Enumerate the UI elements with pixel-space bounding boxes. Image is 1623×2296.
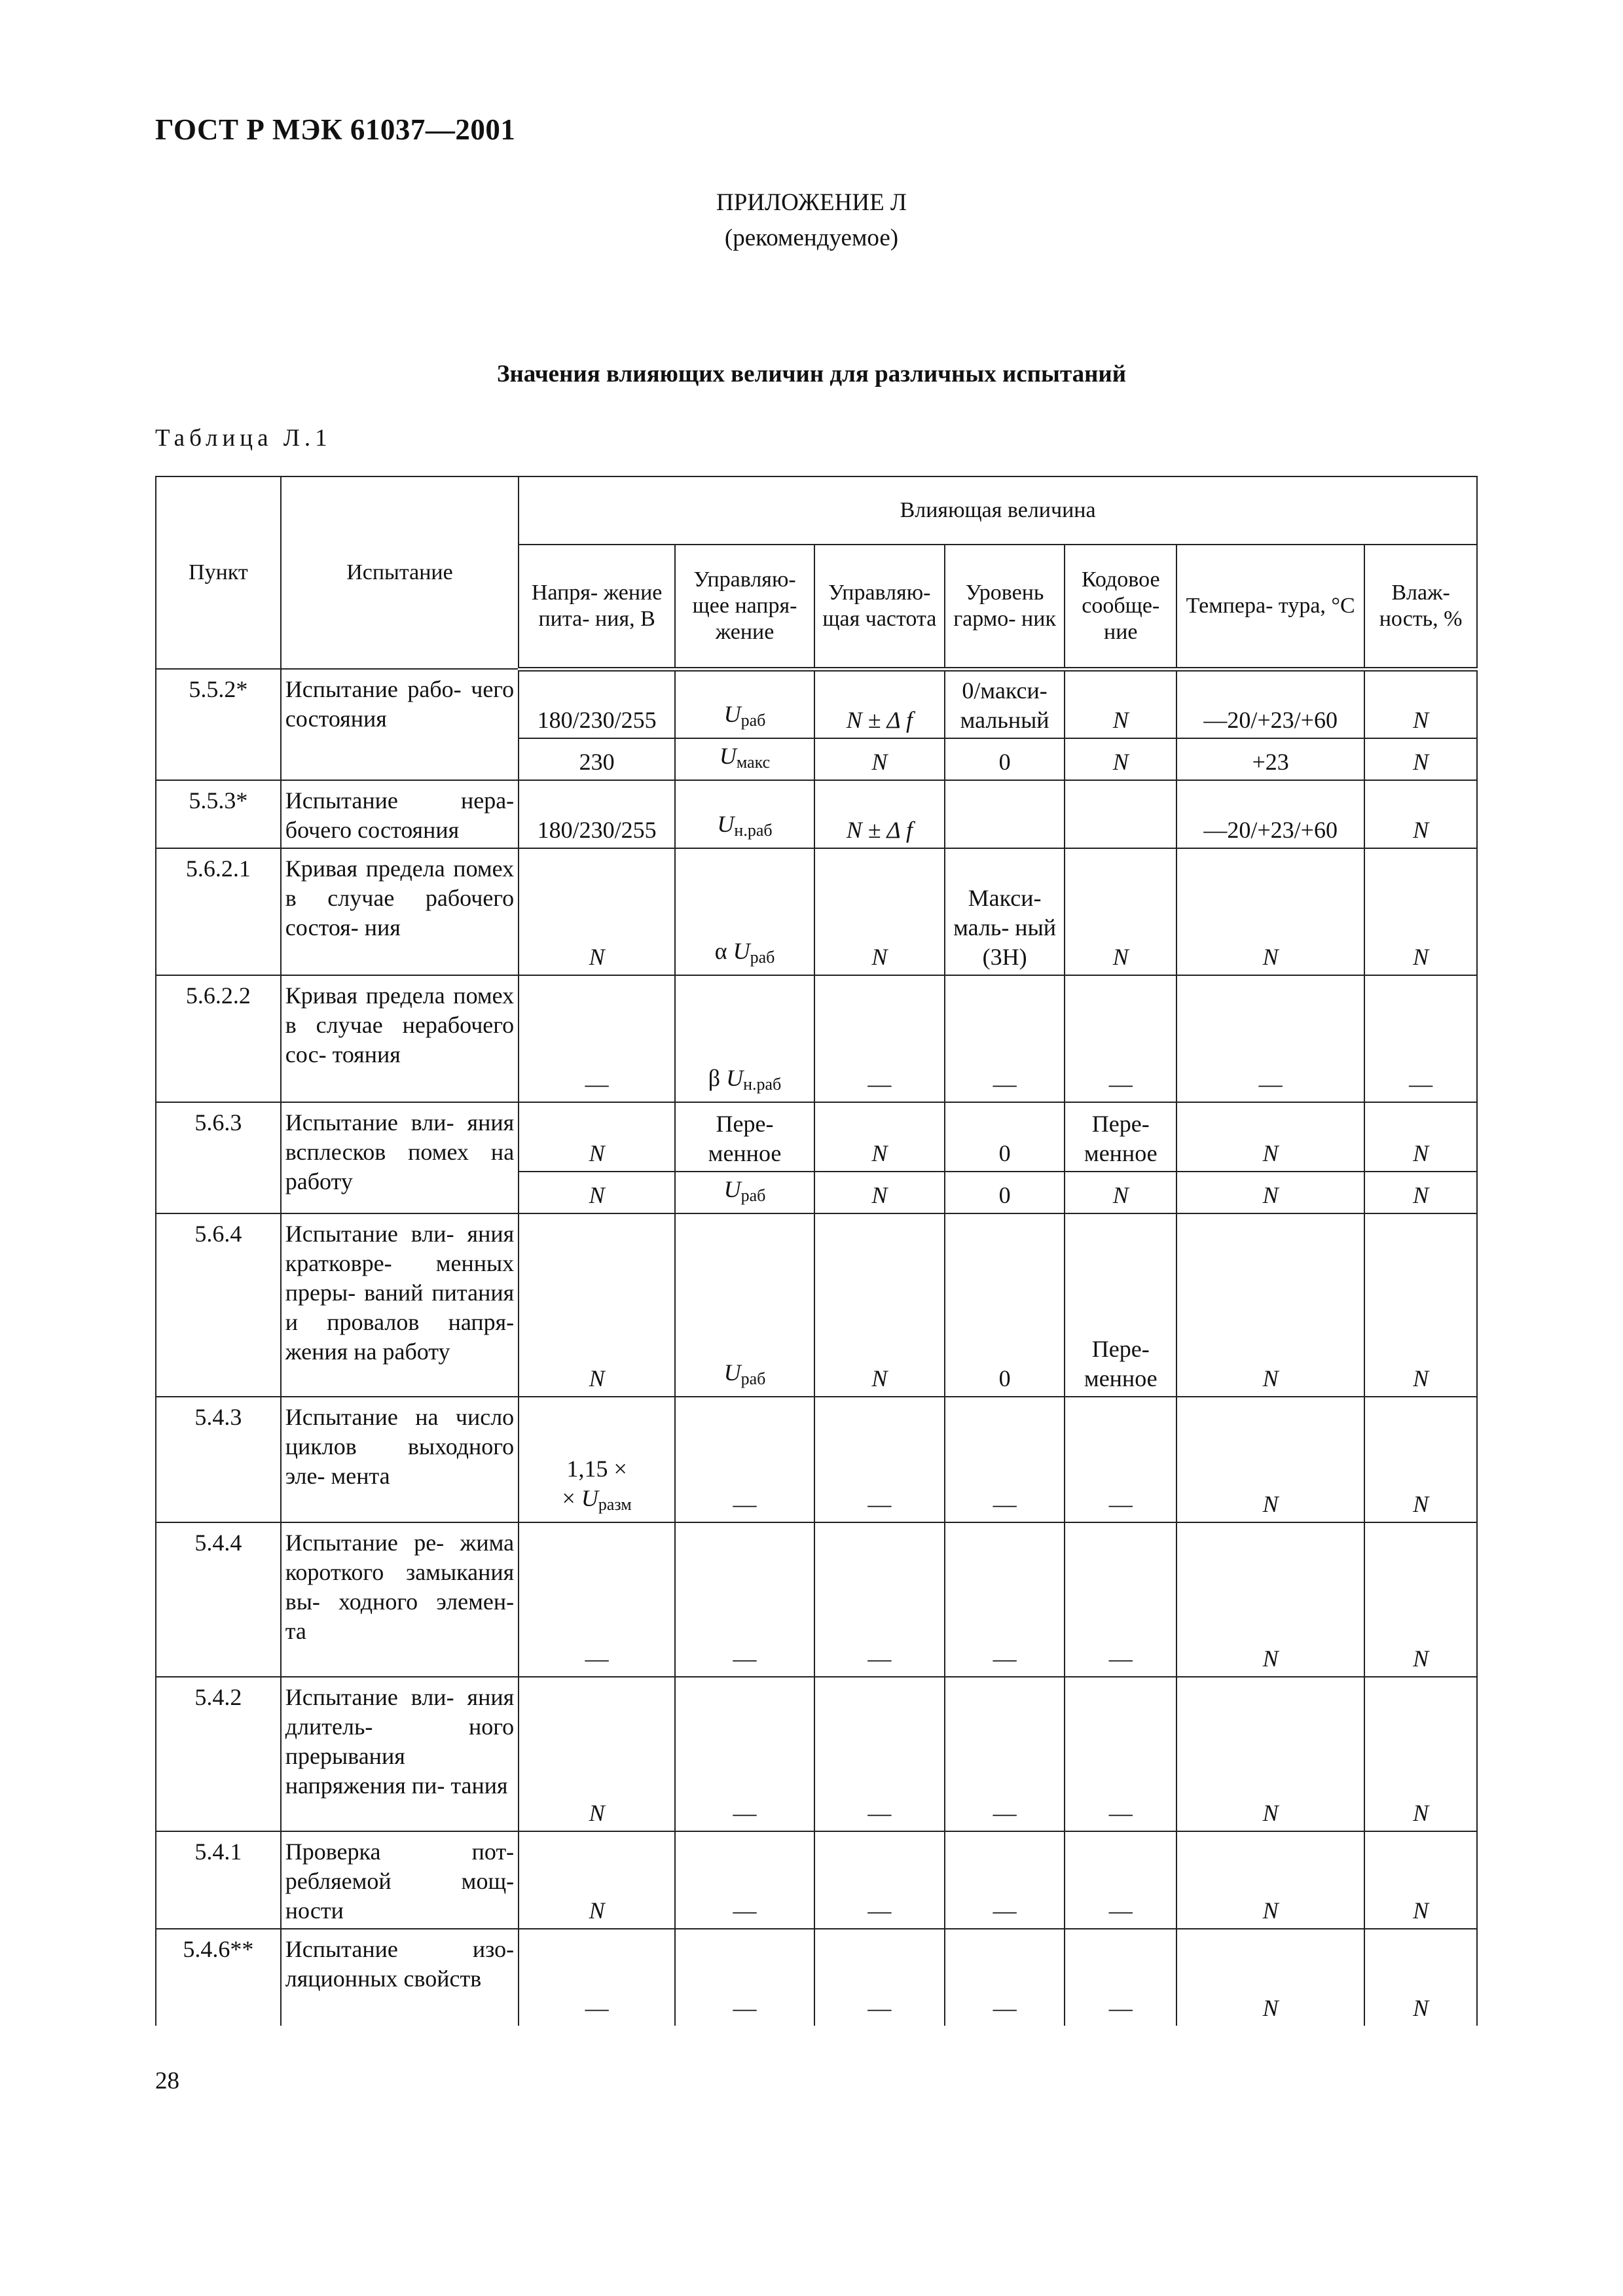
cell-temperature: N xyxy=(1176,1522,1364,1677)
cell-code-message: Пере- менное xyxy=(1065,1213,1176,1397)
cell-temperature: N xyxy=(1176,1213,1364,1397)
cell-control-frequency: N xyxy=(814,1172,945,1213)
cell-harmonics: — xyxy=(945,1397,1065,1522)
cell-humidity: N xyxy=(1364,1213,1477,1397)
cell-supply-voltage: 230 xyxy=(519,738,675,780)
col-header-test: Испытание xyxy=(281,476,519,669)
col-header-control-frequency: Управляю- щая частота xyxy=(814,545,945,669)
cell-control-frequency: — xyxy=(814,1677,945,1831)
cell-test: Испытание изо- ляционных свойств xyxy=(281,1929,519,2026)
col-header-influence: Влияющая величина xyxy=(519,476,1477,545)
cell-control-voltage: — xyxy=(675,1677,814,1831)
cell-code-message xyxy=(1065,780,1176,848)
cell-temperature: N xyxy=(1176,1831,1364,1929)
table-row xyxy=(156,1929,1477,2026)
cell-code-message: — xyxy=(1065,1831,1176,1929)
cell-code-message: — xyxy=(1065,1522,1176,1677)
cell-humidity: N xyxy=(1364,1831,1477,1929)
cell-control-voltage: $U_{раб}$ xyxy=(675,669,814,738)
cell-control-voltage: — xyxy=(675,1831,814,1929)
cell-humidity: N xyxy=(1364,1172,1477,1213)
cell-humidity: N xyxy=(1364,1929,1477,2026)
cell-temperature: N xyxy=(1176,1102,1364,1172)
cell-code-message: N xyxy=(1065,848,1176,975)
table-row xyxy=(156,1397,1477,1522)
cell-test: Испытание рабо- чего состояния xyxy=(281,669,519,780)
cell-supply-voltage: 180/230/255 xyxy=(519,780,675,848)
cell-control-frequency: N ± Δ f xyxy=(814,669,945,738)
cell-harmonics: 0/макси- мальный xyxy=(945,669,1065,738)
cell-code-message: N xyxy=(1065,738,1176,780)
cell-punkt: 5.4.1 xyxy=(156,1831,281,1929)
cell-supply-voltage: N xyxy=(519,1172,675,1213)
page-number: 28 xyxy=(155,2068,179,2094)
cell-control-frequency: — xyxy=(814,1522,945,1677)
cell-code-message: Пере- менное xyxy=(1065,1102,1176,1172)
cell-control-voltage: — xyxy=(675,1929,814,2026)
cell-control-frequency: N xyxy=(814,738,945,780)
col-header-punkt: Пункт xyxy=(156,476,281,669)
cell-humidity: N xyxy=(1364,848,1477,975)
cell-supply-voltage: — xyxy=(519,1929,675,2026)
cell-harmonics: 0 xyxy=(945,738,1065,780)
cell-supply-voltage: N xyxy=(519,1677,675,1831)
cell-supply-voltage: N xyxy=(519,848,675,975)
cell-punkt: 5.4.6** xyxy=(156,1929,281,2026)
cell-control-voltage: β $U_{н.раб}$ xyxy=(675,975,814,1102)
cell-harmonics xyxy=(945,780,1065,848)
cell-harmonics: 0 xyxy=(945,1213,1065,1397)
cell-harmonics: — xyxy=(945,1929,1065,2026)
cell-harmonics: Макси- маль- ный (3Н) xyxy=(945,848,1065,975)
cell-code-message: — xyxy=(1065,1397,1176,1522)
cell-control-frequency: — xyxy=(814,1831,945,1929)
cell-test: Испытание вли- яния длитель- ного прерывания напряжения пи- тания xyxy=(281,1677,519,1831)
table-row xyxy=(156,1213,1477,1397)
cell-control-voltage: Пере- менное xyxy=(675,1102,814,1172)
cell-control-voltage: α $U_{раб}$ xyxy=(675,848,814,975)
table-row xyxy=(156,1102,1477,1172)
cell-control-voltage: $U_{макс}$ xyxy=(675,738,814,780)
cell-humidity: N xyxy=(1364,780,1477,848)
cell-test: Испытание на число циклов выходного эле- мента xyxy=(281,1397,519,1522)
cell-humidity: N xyxy=(1364,669,1477,738)
cell-supply-voltage: — xyxy=(519,1522,675,1677)
cell-harmonics: 0 xyxy=(945,1102,1065,1172)
cell-humidity: N xyxy=(1364,1397,1477,1522)
annex-subtitle: (рекомендуемое) xyxy=(724,224,899,251)
cell-code-message: — xyxy=(1065,1677,1176,1831)
cell-supply-voltage: 1,15 × × $U_{разм}$ xyxy=(519,1397,675,1522)
cell-supply-voltage: 180/230/255 xyxy=(519,669,675,738)
cell-punkt: 5.4.2 xyxy=(156,1677,281,1831)
cell-control-voltage: — xyxy=(675,1522,814,1677)
cell-harmonics: 0 xyxy=(945,1172,1065,1213)
table-label: Таблица Л.1 xyxy=(155,425,332,452)
cell-punkt: 5.6.4 xyxy=(156,1213,281,1397)
cell-harmonics: — xyxy=(945,1522,1065,1677)
cell-harmonics: — xyxy=(945,975,1065,1102)
cell-punkt: 5.5.3* xyxy=(156,780,281,848)
col-header-code-message: Кодовое сообще- ние xyxy=(1065,545,1176,669)
cell-supply-voltage: N xyxy=(519,1213,675,1397)
cell-control-frequency: N ± Δ f xyxy=(814,780,945,848)
cell-punkt: 5.4.3 xyxy=(156,1397,281,1522)
cell-supply-voltage: N xyxy=(519,1831,675,1929)
cell-test: Проверка пот- ребляемой мощ- ности xyxy=(281,1831,519,1929)
col-header-control-voltage: Управляю- щее напря- жение xyxy=(675,545,814,669)
cell-supply-voltage: N xyxy=(519,1102,675,1172)
cell-humidity: N xyxy=(1364,1102,1477,1172)
cell-supply-voltage: — xyxy=(519,975,675,1102)
cell-control-frequency: — xyxy=(814,1397,945,1522)
cell-test: Испытание вли- яния кратковре- менных преры- ваний питания и провалов напря- жения на работу xyxy=(281,1213,519,1397)
influence-quantities-table xyxy=(155,476,1478,2026)
table-row xyxy=(156,669,1477,738)
cell-code-message: — xyxy=(1065,975,1176,1102)
table-heading: Значения влияющих величин для различных испытаний xyxy=(496,361,1127,387)
col-header-humidity: Влаж- ность, % xyxy=(1364,545,1477,669)
document-title: ГОСТ Р МЭК 61037—2001 xyxy=(155,113,516,146)
cell-control-voltage: $U_{раб}$ xyxy=(675,1213,814,1397)
cell-test: Кривая предела помех в случае рабочего состоя- ния xyxy=(281,848,519,975)
cell-control-frequency: — xyxy=(814,1929,945,2026)
cell-temperature: N xyxy=(1176,848,1364,975)
cell-test: Кривая предела помех в случае нерабочего сос- тояния xyxy=(281,975,519,1102)
cell-humidity: N xyxy=(1364,738,1477,780)
cell-control-voltage: $U_{н.раб}$ xyxy=(675,780,814,848)
cell-harmonics: — xyxy=(945,1831,1065,1929)
cell-punkt: 5.6.2.2 xyxy=(156,975,281,1102)
cell-punkt: 5.6.3 xyxy=(156,1102,281,1213)
cell-control-frequency: — xyxy=(814,975,945,1102)
cell-control-voltage: $U_{раб}$ xyxy=(675,1172,814,1213)
cell-humidity: N xyxy=(1364,1677,1477,1831)
cell-test: Испытание вли- яния всплесков помех на работу xyxy=(281,1102,519,1213)
cell-control-frequency: N xyxy=(814,848,945,975)
cell-humidity: N xyxy=(1364,1522,1477,1677)
cell-harmonics: — xyxy=(945,1677,1065,1831)
table-row xyxy=(156,975,1477,1102)
cell-temperature: N xyxy=(1176,1677,1364,1831)
cell-temperature: —20/+23/+60 xyxy=(1176,780,1364,848)
table-row xyxy=(156,780,1477,848)
cell-control-frequency: N xyxy=(814,1102,945,1172)
cell-temperature: N xyxy=(1176,1397,1364,1522)
cell-control-frequency: N xyxy=(814,1213,945,1397)
col-header-harmonics: Уровень гармо- ник xyxy=(945,545,1065,669)
cell-temperature: N xyxy=(1176,1172,1364,1213)
cell-punkt: 5.4.4 xyxy=(156,1522,281,1677)
table-row xyxy=(156,848,1477,975)
cell-test: Испытание ре- жима короткого замыкания вы- ходного элемен- та xyxy=(281,1522,519,1677)
cell-punkt: 5.6.2.1 xyxy=(156,848,281,975)
col-header-supply-voltage: Напря- жение пита- ния, В xyxy=(519,545,675,669)
cell-punkt: 5.5.2* xyxy=(156,669,281,780)
cell-temperature: — xyxy=(1176,975,1364,1102)
cell-temperature: +23 xyxy=(1176,738,1364,780)
cell-temperature: —20/+23/+60 xyxy=(1176,669,1364,738)
cell-temperature: N xyxy=(1176,1929,1364,2026)
cell-humidity: — xyxy=(1364,975,1477,1102)
table-row xyxy=(156,1677,1477,1831)
table-row xyxy=(156,1831,1477,1929)
cell-code-message: — xyxy=(1065,1929,1176,2026)
cell-code-message: N xyxy=(1065,669,1176,738)
table-row xyxy=(156,1522,1477,1677)
cell-test: Испытание нера- бочего состояния xyxy=(281,780,519,848)
cell-control-voltage: — xyxy=(675,1397,814,1522)
col-header-temperature: Темпера- тура, °С xyxy=(1176,545,1364,669)
cell-code-message: N xyxy=(1065,1172,1176,1213)
annex-title: ПРИЛОЖЕНИЕ Л xyxy=(716,189,907,216)
